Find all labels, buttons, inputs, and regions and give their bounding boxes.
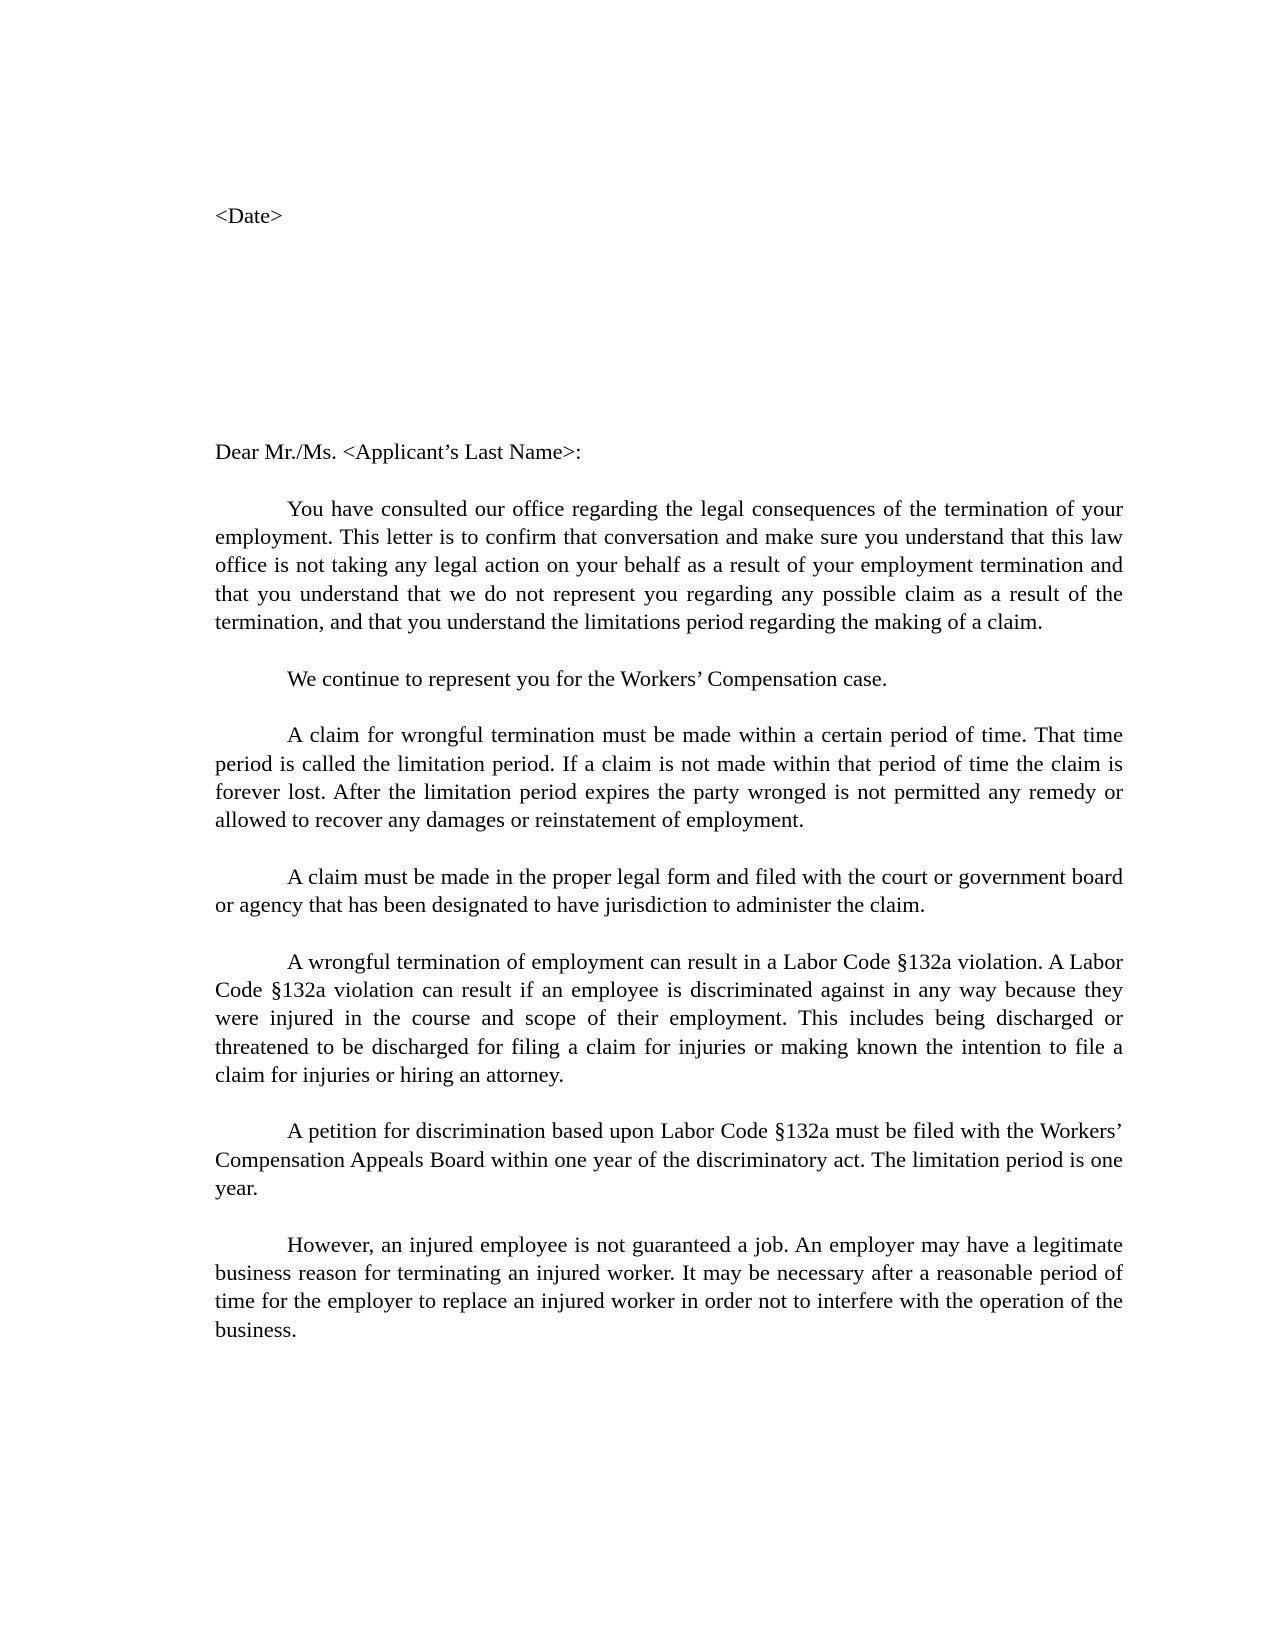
paragraph-limitation-period-explanation: A claim for wrongful termination must be made within a certain period of time. That time period is called the limitation period. If a claim is not made within that period of time the claim is forever lost. After the limitation period expires the party wronged is not permitted any remedy or allowed to recover any damages or reinstatement of employment.	[215, 722, 1123, 833]
paragraph-no-job-guarantee: However, an injured employee is not guaranteed a job. An employer may have a legitimate business reason for terminating an injured worker. It may be necessary after a reasonable period of time for the employer to replace an injured worker in order not to interfere with the operation of the business.	[215, 1231, 1123, 1342]
paragraph-workers-comp-representation: We continue to represent you for the Workers’ Compensation case.	[287, 665, 888, 691]
salutation: Dear Mr./Ms. <Applicant’s Last Name>:	[215, 439, 582, 465]
paragraph-petition-one-year-limit: A petition for discrimination based upon Labor Code §132a must be filed with the Workers’ Compensation Appeals Board within one year of the discriminatory act. The limitation period is one year.	[215, 1118, 1123, 1201]
paragraph-claim-filing-form: A claim must be made in the proper legal form and filed with the court or government board or agency that has been designated to have jurisdiction to administer the claim.	[215, 863, 1123, 918]
date-placeholder: <Date>	[215, 203, 283, 228]
paragraph-labor-code-132a-violation: A wrongful termination of employment can result in a Labor Code §132a violation. A Labor Code §132a violation can result if an employee is discriminated against in any way because they were injured in the course and scope of their employment. This includes being discharged or threatened to be discharged for filing a claim for injuries or making known the intention to file a claim for injuries or hiring an attorney.	[215, 948, 1123, 1087]
paragraph-consultation-confirmation: You have consulted our office regarding the legal consequences of the termination of your employment. This letter is to confirm that conversation and make sure you understand that this law office is not taking any legal action on your behalf as a result of your employment termination and that you understand that we do not represent you regarding any possible claim as a result of the termination, and that you understand the limitations period regarding the making of a claim.	[215, 495, 1123, 635]
